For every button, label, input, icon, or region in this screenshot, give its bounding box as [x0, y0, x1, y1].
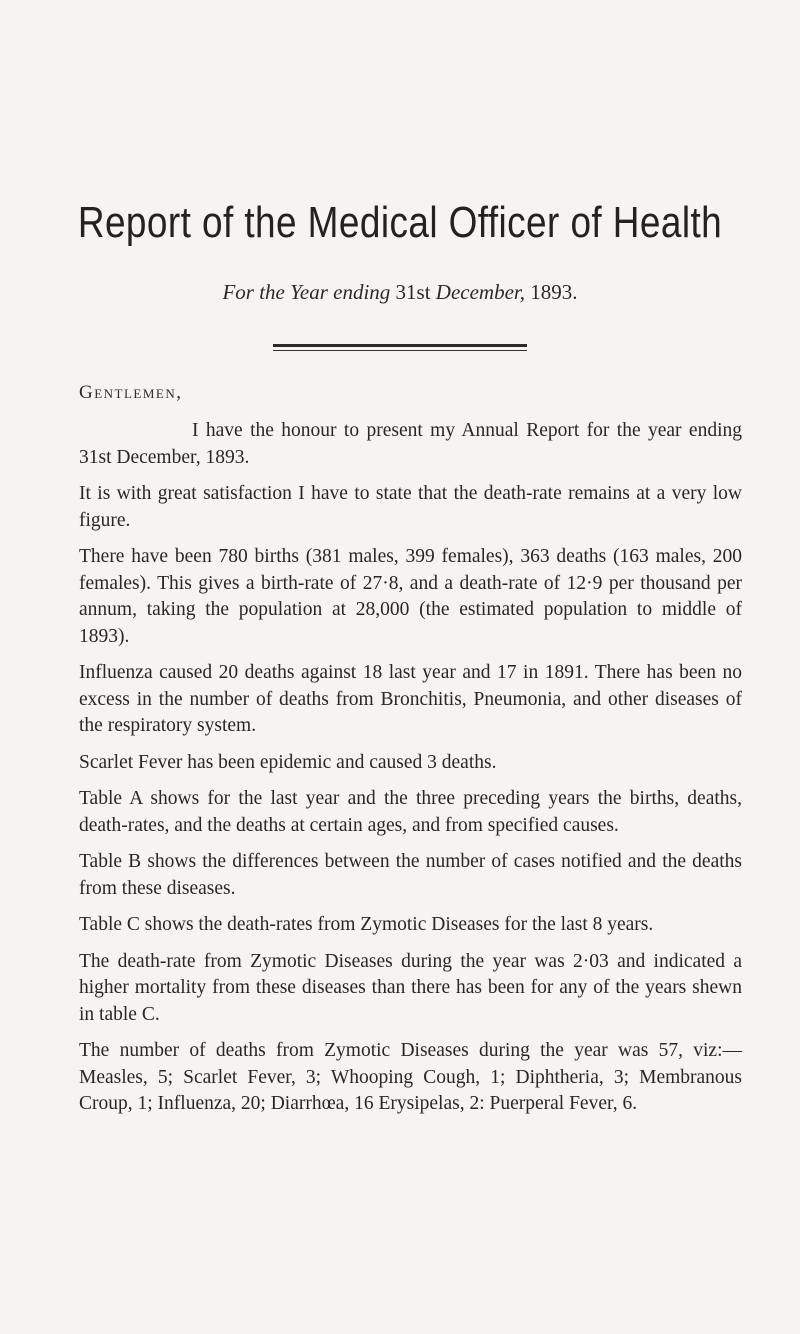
- paragraph: I have the honour to present my Annual Report for the year ending 31st December, 1893.: [79, 420, 742, 468]
- paragraph: It is with great satisfaction I have to state that the death-rate remains at a very low figure.: [79, 483, 742, 531]
- subtitle-month: December,: [430, 280, 531, 304]
- paragraph: The number of deaths from Zymotic Diseases during the year was 57, viz:—Measles, 5; Scarlet Fever, 3; Whooping Cough, 1; Diphtheria, 3; Membranous Croup, 1; Influenza, 20; Diarrhœa, 16 Erysipelas, 2: Puerperal Fever, 6.: [79, 1040, 742, 1114]
- paragraph: There have been 780 births (381 males, 399 females), 363 deaths (163 males, 200 females). This gives a birth-rate of 27·8, and a death-rate of 12·9 per thousand per annum, taking the population at 28,000 (the estimated population to middle of 1893).: [79, 546, 742, 647]
- subtitle-prefix: For the Year ending: [222, 280, 396, 304]
- title-divider-thin: [273, 350, 527, 351]
- subtitle-date: 31st: [395, 280, 431, 304]
- report-subtitle: [0, 280, 800, 305]
- paragraph: Table B shows the differences between the number of cases notified and the deaths from these diseases.: [79, 851, 742, 899]
- subtitle-year: 1893.: [530, 280, 578, 304]
- salutation: Gentlemen,: [79, 382, 183, 403]
- paragraph: Influenza caused 20 deaths against 18 last year and 17 in 1891. There has been no excess in the number of deaths from Bronchitis, Pneumonia, and other diseases of the respiratory system.: [79, 662, 742, 736]
- title-divider: [273, 344, 527, 347]
- paragraph: Scarlet Fever has been epidemic and caused 3 deaths.: [79, 751, 497, 773]
- report-title: Report of the Medical Officer of Health: [77, 198, 723, 247]
- paragraph: Table A shows for the last year and the three preceding years the births, deaths, death-rates, and the deaths at certain ages, and from specified causes.: [79, 788, 742, 836]
- paragraph: The death-rate from Zymotic Diseases during the year was 2·03 and indicated a higher mortality from these diseases than there has been for any of the years shewn in table C.: [79, 950, 742, 1025]
- paragraph: Table C shows the death-rates from Zymotic Diseases for the last 8 years.: [79, 914, 654, 935]
- report-body: [79, 418, 742, 1128]
